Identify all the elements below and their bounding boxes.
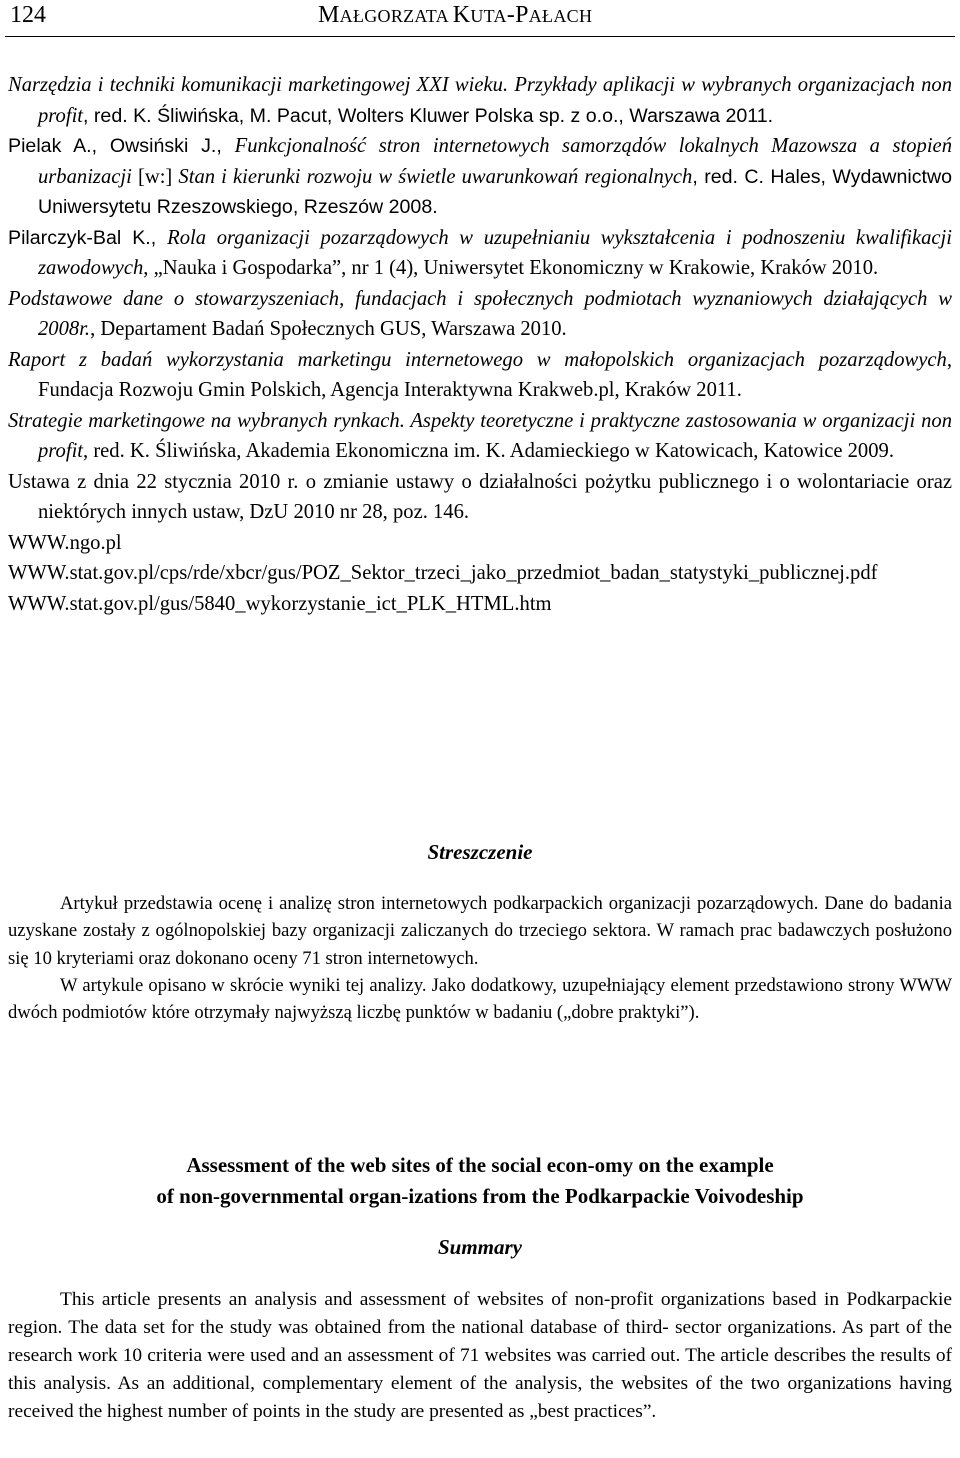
reference-segment: , red. K. Śliwińska, Akademia Ekonomiczna im. K. Adamieckiego w Katowicach, Katowice 2009. (83, 440, 894, 462)
reference-segment: , „Nauka i Gospodarka”, nr 1 (4), Uniwersytet Ekonomiczny w Krakowie, Kraków 2010. (143, 257, 879, 279)
reference-segment: Stan i kierunki rozwoju w świetle uwarunkowań regionalnych (178, 165, 693, 188)
reference-segment: WWW.ngo.pl (8, 531, 122, 554)
summary-paragraph: This article presents an analysis and assessment of websites of non-profit organizations based in Podkarpackie region. The data set for the study was obtained from the national database of third- sector organizations. As part of the research work 10 criteria were used and an assessment of 71 websites was carried out. The article describes the results of this analysis. As an additional, complementary element of the analysis, the websites of the two organizations having received the highest number of points in the study are presented as „best practices”. (8, 1289, 952, 1422)
reference-segment: Pielak A., Owsiński J., (8, 135, 235, 157)
english-title-line-1: Assessment of the web sites of the social econ-omy on the example (186, 1153, 774, 1177)
summary-en (8, 1286, 952, 1426)
reference-segment: , red. C. Hales, Wydawnictwo Uniwersytetu Rzeszowskiego, Rzeszów 2008. (38, 165, 952, 218)
reference-item (8, 467, 952, 528)
reference-segment: , Fundacja Rozwoju Gmin Polskich, Agencja Interaktywna Krakweb.pl, Kraków 2011. (38, 348, 952, 401)
reference-segment: Narzędzia i techniki komunikacji marketingowej XXI wieku. Przykłady aplikacji w wybranych organizacjach non profit (8, 74, 952, 127)
reference-segment: Rola organizacji pozarządowych w uzupełnianiu wykształcenia i podnoszeniu kwalifikacji zawodowych (38, 226, 953, 279)
reference-item (8, 345, 952, 406)
page-number: 124 (10, 2, 46, 28)
reference-item (8, 223, 952, 284)
running-head-author: MAŁGORZATA KUTA-PAŁACH (318, 2, 593, 28)
reference-segment: WWW.stat.gov.pl/cps/rde/xbcr/gus/POZ_Sektor_trzeci_jako_przedmiot_badan_statystyki_publicznej.pdf (8, 562, 878, 584)
reference-segment: Funkcjonalność stron internetowych samorządów lokalnych Mazowsza a stopień urbanizacji (38, 135, 952, 188)
english-title-line-2: of non-governmental organ-izations from the Podkarpackie Voivodeship (156, 1184, 804, 1208)
reference-segment: [w:] (137, 165, 179, 188)
page-header (5, 0, 955, 37)
reference-item (8, 589, 952, 620)
reference-segment: Pilarczyk-Bal K., (8, 226, 168, 249)
reference-item (8, 284, 952, 345)
references-list (8, 70, 952, 619)
reference-item (8, 131, 952, 223)
abstract-pl (8, 890, 952, 1026)
reference-segment: WWW.stat.gov.pl/gus/5840_wykorzystanie_ict_PLK_HTML.htm (8, 592, 552, 615)
reference-segment: Podstawowe dane o stowarzyszeniach, fundacjach i społecznych podmiotach wyznaniowych działających w 2008r. (8, 287, 952, 340)
reference-segment: Ustawa z dnia 22 stycznia 2010 r. o zmianie ustawy o działalności pożytku publicznego i o wolontariacie oraz niektórych innych ustaw, DzU 2010 nr 28, poz. 146. (8, 470, 952, 523)
abstract-paragraph-1: Artykuł przedstawia ocenę i analizę stron internetowych podkarpackich organizacji pozarządowych. Dane do badania uzyskane zostały z ogólnopolskiej bazy organizacji zaliczanych do trzeciego sektora. W ramach prac badawczych posłużono się 10 kryteriami oraz dokonano oceny 71 stron internetowych. (8, 893, 952, 969)
reference-segment: Strategie marketingowe na wybranych rynkach. Aspekty teoretyczne i praktyczne zastosowania w organizacji non profit (8, 409, 952, 462)
reference-item (8, 528, 952, 559)
reference-item (8, 558, 952, 589)
reference-segment: , Departament Badań Społecznych GUS, Warszawa 2010. (90, 318, 567, 340)
abstract-heading: Streszczenie (427, 840, 533, 864)
reference-segment: , red. K. Śliwińska, M. Pacut, Wolters Kluwer Polska sp. z o.o., Warszawa 2011. (83, 104, 774, 127)
reference-item (8, 406, 952, 467)
reference-item (8, 70, 952, 131)
abstract-paragraph-2: W artykule opisano w skrócie wyniki tej analizy. Jako dodatkowy, uzupełniający element przedstawiono strony WWW dwóch podmiotów które otrzymały najwyższą liczbę punktów w badaniu („dobre praktyki”). (8, 974, 952, 1024)
english-title (0, 1150, 960, 1212)
summary-heading: Summary (437, 1235, 523, 1259)
reference-segment: Raport z badań wykorzystania marketingu internetowego w małopolskich organizacjach pozarządowych (8, 348, 947, 371)
